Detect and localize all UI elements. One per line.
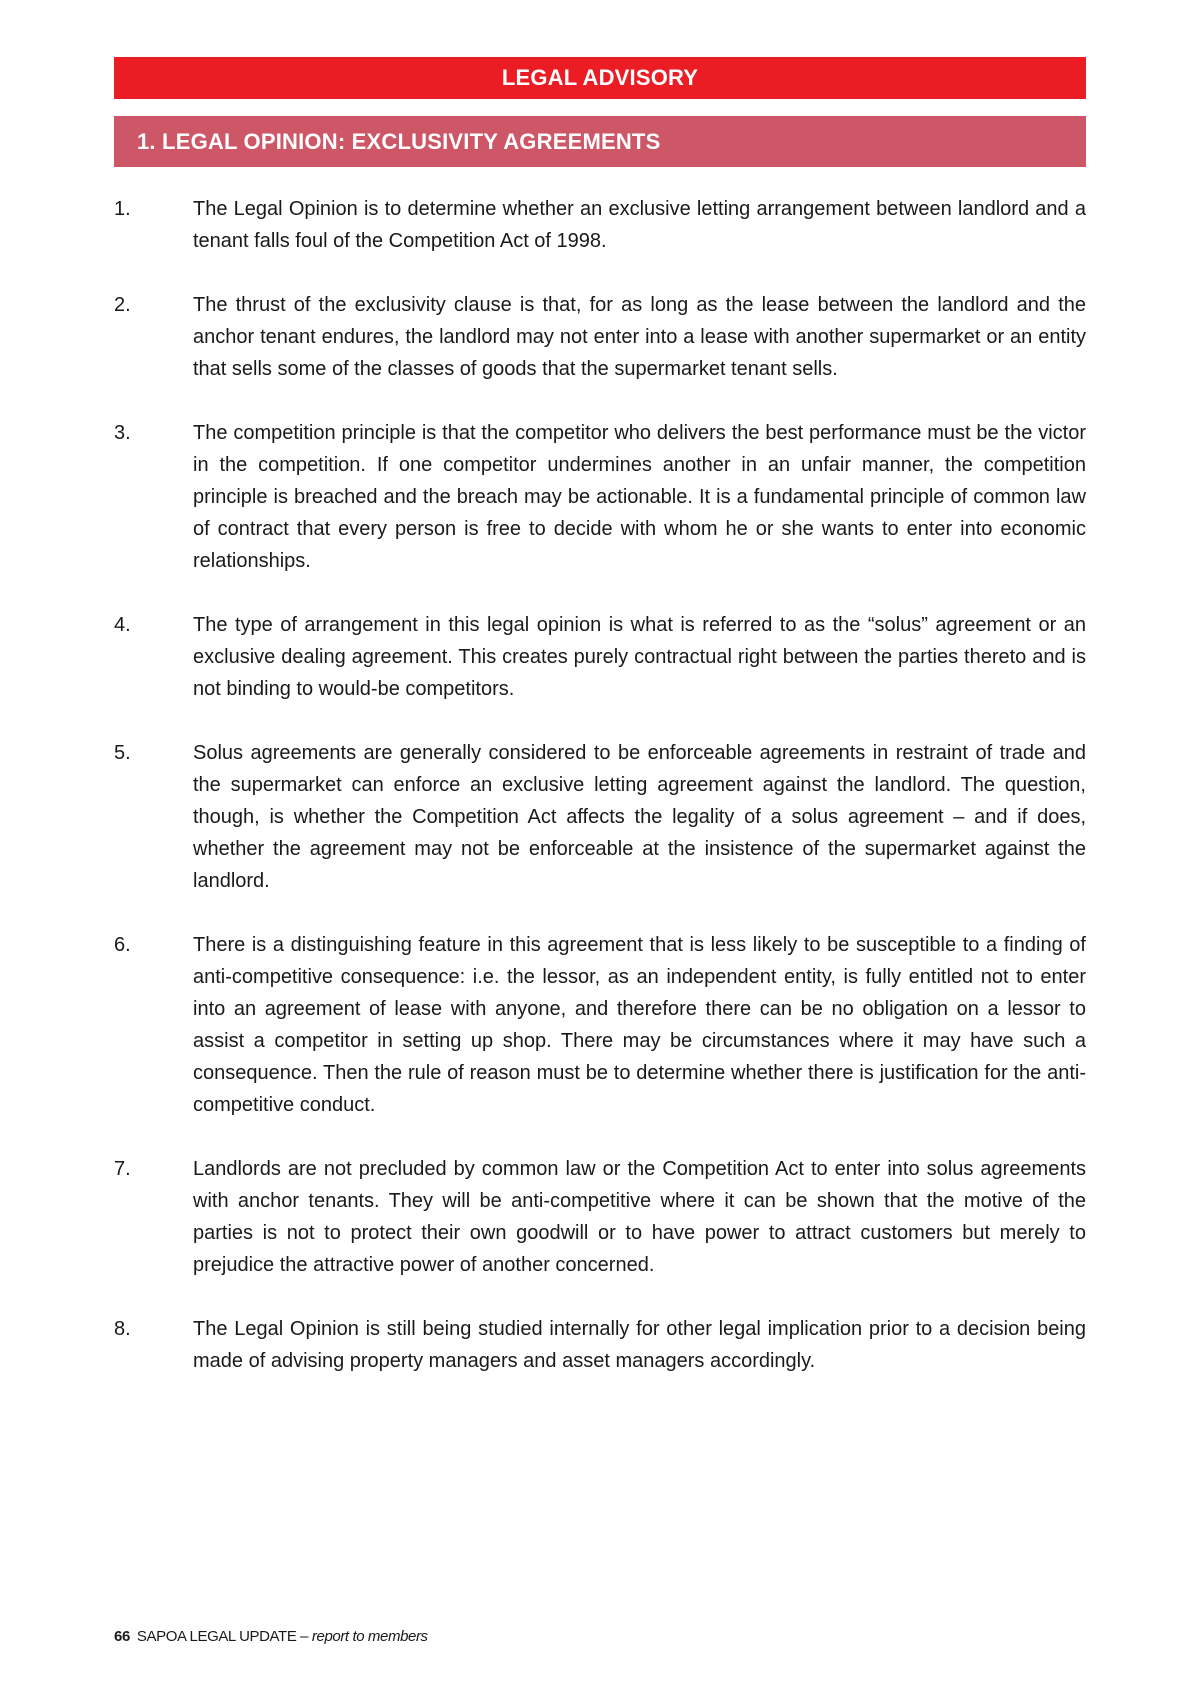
banner-title: LEGAL ADVISORY [501,65,699,90]
numbered-list [114,193,1086,1409]
list-item [114,929,1086,1121]
publication-subtitle: report to members [311,1628,428,1645]
item-paragraph: Solus agreements are generally considered to be enforceable agreements in restraint of trade and the supermarket can enforce an exclusive letting agreement against the landlord. The question, though, is whether the Competition Act affects the legality of a solus agreement – and if does, whether the agreement may not be enforceable at the insistence of the supermarket against the landlord. [193,742,1086,892]
section-title: 1. LEGAL OPINION: EXCLUSIVITY AGREEMENTS [137,128,661,154]
item-paragraph: The Legal Opinion is still being studied internally for other legal implication prior to a decision being made of advising property managers and asset managers accordingly. [193,1318,1086,1372]
item-number: 1. [114,198,131,220]
item-paragraph: The competition principle is that the competitor who delivers the best performance must be the victor in the competition. If one competitor undermines another in an unfair manner, the competition principle is breached and the breach may be actionable. It is a fundamental principle of common law of contract that every person is free to decide with whom he or she wants to enter into economic relationships. [193,422,1086,572]
item-number: 4. [114,614,131,636]
publication-name: SAPOA LEGAL UPDATE – [136,1628,312,1645]
section-heading [114,116,1086,167]
item-number: 3. [114,422,131,444]
item-number: 5. [114,742,131,764]
item-number: 6. [114,934,131,956]
list-item [114,1153,1086,1281]
list-item [114,1313,1086,1377]
list-item [114,289,1086,385]
item-paragraph: Landlords are not precluded by common law or the Competition Act to enter into solus agreements with anchor tenants. They will be anti-competitive where it can be shown that the motive of the parties is not to protect their own goodwill or to have power to attract customers but merely to prejudice the attractive power of another concerned. [193,1158,1086,1276]
list-item [114,737,1086,897]
page-footer [114,1628,428,1645]
list-item [114,609,1086,705]
list-item [114,417,1086,577]
item-number: 7. [114,1158,131,1180]
section-banner [114,57,1086,99]
item-number: 2. [114,294,131,316]
item-paragraph: The thrust of the exclusivity clause is that, for as long as the lease between the landlord and the anchor tenant endures, the landlord may not enter into a lease with another supermarket or an entity that sells some of the classes of goods that the supermarket tenant sells. [193,294,1086,380]
item-paragraph: The Legal Opinion is to determine whether an exclusive letting arrangement between landlord and a tenant falls foul of the Competition Act of 1998. [193,198,1086,252]
item-paragraph: The type of arrangement in this legal opinion is what is referred to as the “solus” agreement or an exclusive dealing agreement. This creates purely contractual right between the parties thereto and is not binding to would-be competitors. [193,614,1086,700]
item-paragraph: There is a distinguishing feature in this agreement that is less likely to be susceptible to a finding of anti-competitive consequence: i.e. the lessor, as an independent entity, is fully entitled not to enter into an agreement of lease with anyone, and therefore there can be no obligation on a lessor to assist a competitor in setting up shop. There may be circumstances where it may have such a consequence. Then the rule of reason must be to determine whether there is justification for the anti-competitive conduct. [193,934,1086,1116]
item-number: 8. [114,1318,131,1340]
page-number: 66 [114,1628,130,1645]
list-item [114,193,1086,257]
